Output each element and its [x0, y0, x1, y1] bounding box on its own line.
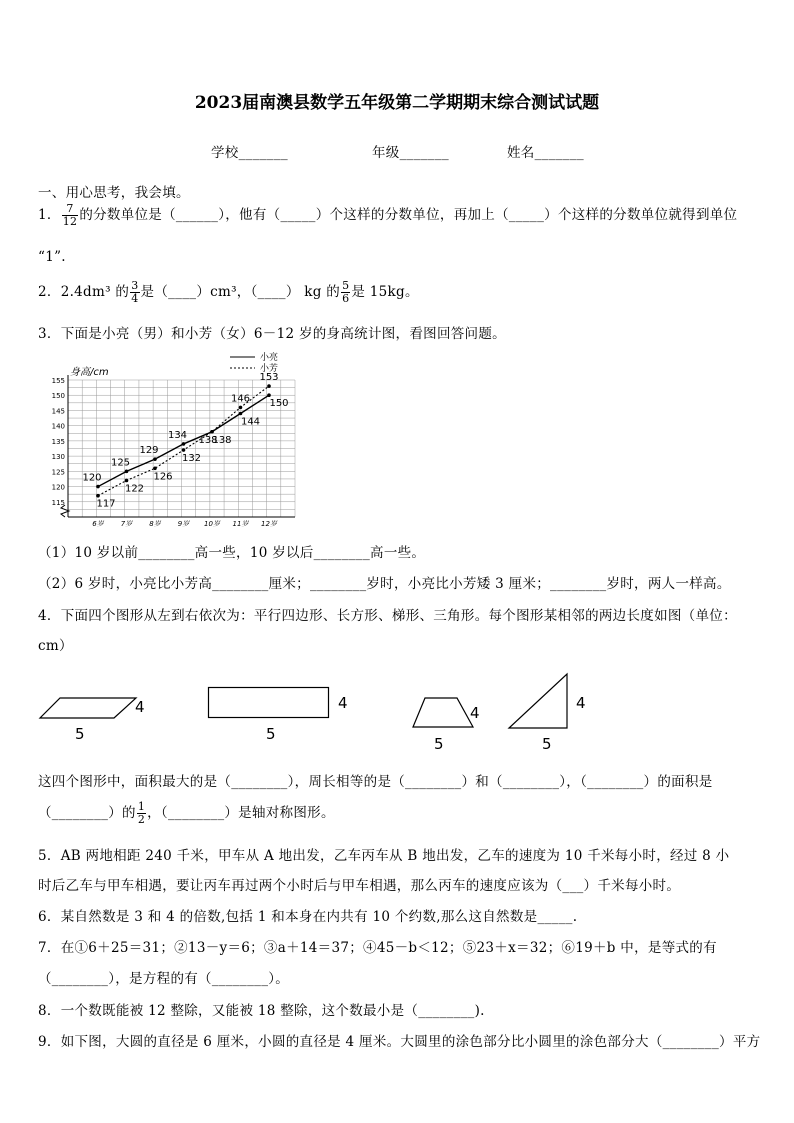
triangle-base-label: 5 [542, 735, 552, 753]
parallelogram-side-label: 4 [135, 698, 145, 716]
y-tick-label: 140 [51, 422, 65, 431]
data-point [267, 393, 271, 397]
x-tick-label: 7岁 [120, 520, 133, 528]
y-tick-label: 155 [51, 377, 65, 385]
data-label: 126 [153, 471, 173, 483]
question-3-sub1: （1）10 岁以前________高一些，10 岁以后________高一些。 [38, 545, 426, 561]
data-label: 122 [124, 483, 145, 495]
chart-x-ticks [92, 520, 278, 528]
section-heading: 一、用心思考，我会填。 [38, 185, 190, 201]
data-label: 125 [110, 457, 131, 469]
rectangle-base-label: 5 [266, 725, 276, 743]
grade-field: 年级_______ [372, 145, 449, 161]
x-tick-label: 12岁 [261, 520, 277, 528]
y-tick-label: 125 [51, 468, 65, 477]
data-label: 138 [198, 434, 218, 446]
question-1-line2: “1”. [38, 249, 66, 265]
triangle-side-label: 4 [576, 694, 586, 712]
data-point [239, 406, 243, 410]
data-point [267, 384, 271, 388]
y-tick-label: 130 [51, 453, 65, 462]
chart-y-ticks [52, 377, 65, 507]
chart-legend [230, 351, 278, 374]
parallelogram-shape [38, 696, 138, 722]
question-3: 3．下面是小亮（男）和小芳（女）6－12 岁的身高统计图，看图回答问题。 [38, 326, 506, 342]
data-label: 129 [139, 445, 159, 457]
name-field: 姓名_______ [507, 145, 584, 161]
trapezoid-shape [411, 696, 477, 730]
question-2: 2．2.4dm³ 的 $\frac{3}{4}$ 是（____）cm³，（____） kg 的 $\frac{5}{6}$ 是 15kg。 [38, 279, 419, 305]
fraction: $\frac{7}{12}$ [62, 202, 78, 228]
x-tick-label: 10岁 [204, 520, 220, 528]
y-tick-label: 115 [51, 498, 65, 507]
data-point [239, 412, 243, 416]
question-4: 4．下面四个图形从左到右依次为：平行四边形、长方形、梯形、三角形。每个图形某相邻的两边长度如图（单位： [38, 608, 737, 624]
triangle-shape [507, 672, 571, 730]
data-label: 144 [240, 416, 261, 428]
data-label: 146 [230, 393, 251, 405]
x-tick-label: 11岁 [232, 520, 249, 528]
data-point [210, 430, 214, 434]
rectangle-side-label: 4 [338, 694, 348, 712]
x-tick-label: 8岁 [149, 520, 161, 528]
data-point [125, 479, 129, 483]
x-tick-label: 6岁 [92, 520, 104, 528]
data-point [153, 466, 157, 470]
data-label: 132 [181, 453, 202, 465]
question-4-line2: cm） [38, 638, 73, 654]
data-label: 150 [269, 398, 289, 410]
question-6: 6．某自然数是 3 和 4 的倍数,包括 1 和本身在内共有 10 个约数,那么这自然数是_____. [38, 909, 578, 925]
data-point [96, 494, 100, 498]
trapezoid-base-label: 5 [434, 735, 444, 753]
data-point [182, 448, 186, 452]
question-1: 1． $\frac{7}{12}$ 的分数单位是（______），他有（_____）个这样的分数单位，再加上（_____）个这样的分数单位就得到单位 [38, 202, 738, 228]
chart-grid [68, 375, 295, 517]
question-3-sub2: （2）6 岁时，小亮比小芳高________厘米；________岁时，小亮比小芳矮 3 厘米；________岁时，两人一样高。 [38, 576, 731, 592]
school-field: 学校_______ [211, 145, 288, 161]
data-point [96, 485, 100, 489]
trapezoid-side-label: 4 [470, 704, 480, 722]
question-4-line3: 这四个图形中，面积最大的是（________），周长相等的是（________）和（________），（________）的面积是 [38, 774, 713, 790]
data-label: 120 [82, 472, 102, 484]
data-label: 153 [259, 372, 279, 384]
data-point [182, 442, 186, 446]
data-point [125, 470, 129, 474]
question-9: 9．如下图，大圆的直径是 6 厘米，小圆的直径是 4 厘米。大圆里的涂色部分比小圆里的涂色部分大（________）平方 [38, 1034, 761, 1050]
height-chart [40, 345, 300, 530]
parallelogram-base-label: 5 [75, 725, 85, 743]
rectangle-shape [207, 686, 331, 720]
question-5: 5．AB 两地相距 240 千米，甲车从 A 地出发，乙车丙车从 B 地出发，乙车的速度为 10 千米每小时，经过 8 小 [38, 848, 730, 864]
y-tick-label: 135 [51, 437, 65, 446]
data-point [153, 457, 157, 461]
x-tick-label: 9岁 [177, 520, 190, 528]
y-tick-label: 150 [51, 392, 65, 401]
data-label: 117 [96, 498, 116, 510]
data-label: 138 [212, 434, 232, 446]
question-8: 8．一个数既能被 12 整除，又能被 18 整除，这个数最小是（________). [38, 1003, 485, 1019]
y-tick-label: 120 [51, 483, 65, 492]
page-title: 2023届南澳县数学五年级第二学期期末综合测试试题 [194, 93, 600, 113]
question-7-line2: （________），是方程的有（________）。 [38, 971, 290, 987]
chart-y-label: 身高/cm [70, 367, 109, 378]
question-7: 7．在①6＋25＝31；②13－y＝6；③a＋14＝37；④45－b＜12；⑤23＋x＝32；⑥19＋b 中，是等式的有 [38, 940, 717, 956]
y-tick-label: 145 [51, 407, 65, 416]
legend-label: 小芳 [260, 364, 279, 374]
data-label: 134 [167, 429, 188, 441]
question-5-line2: 时后乙车与甲车相遇，要让丙车再过两个小时后与甲车相遇，那么丙车的速度应该为（___）千米每小时。 [38, 878, 681, 894]
question-4-line4: （________）的 $\frac{1}{2}$ ，（________）是轴对称图形。 [38, 800, 335, 826]
legend-label: 小亮 [260, 353, 279, 363]
